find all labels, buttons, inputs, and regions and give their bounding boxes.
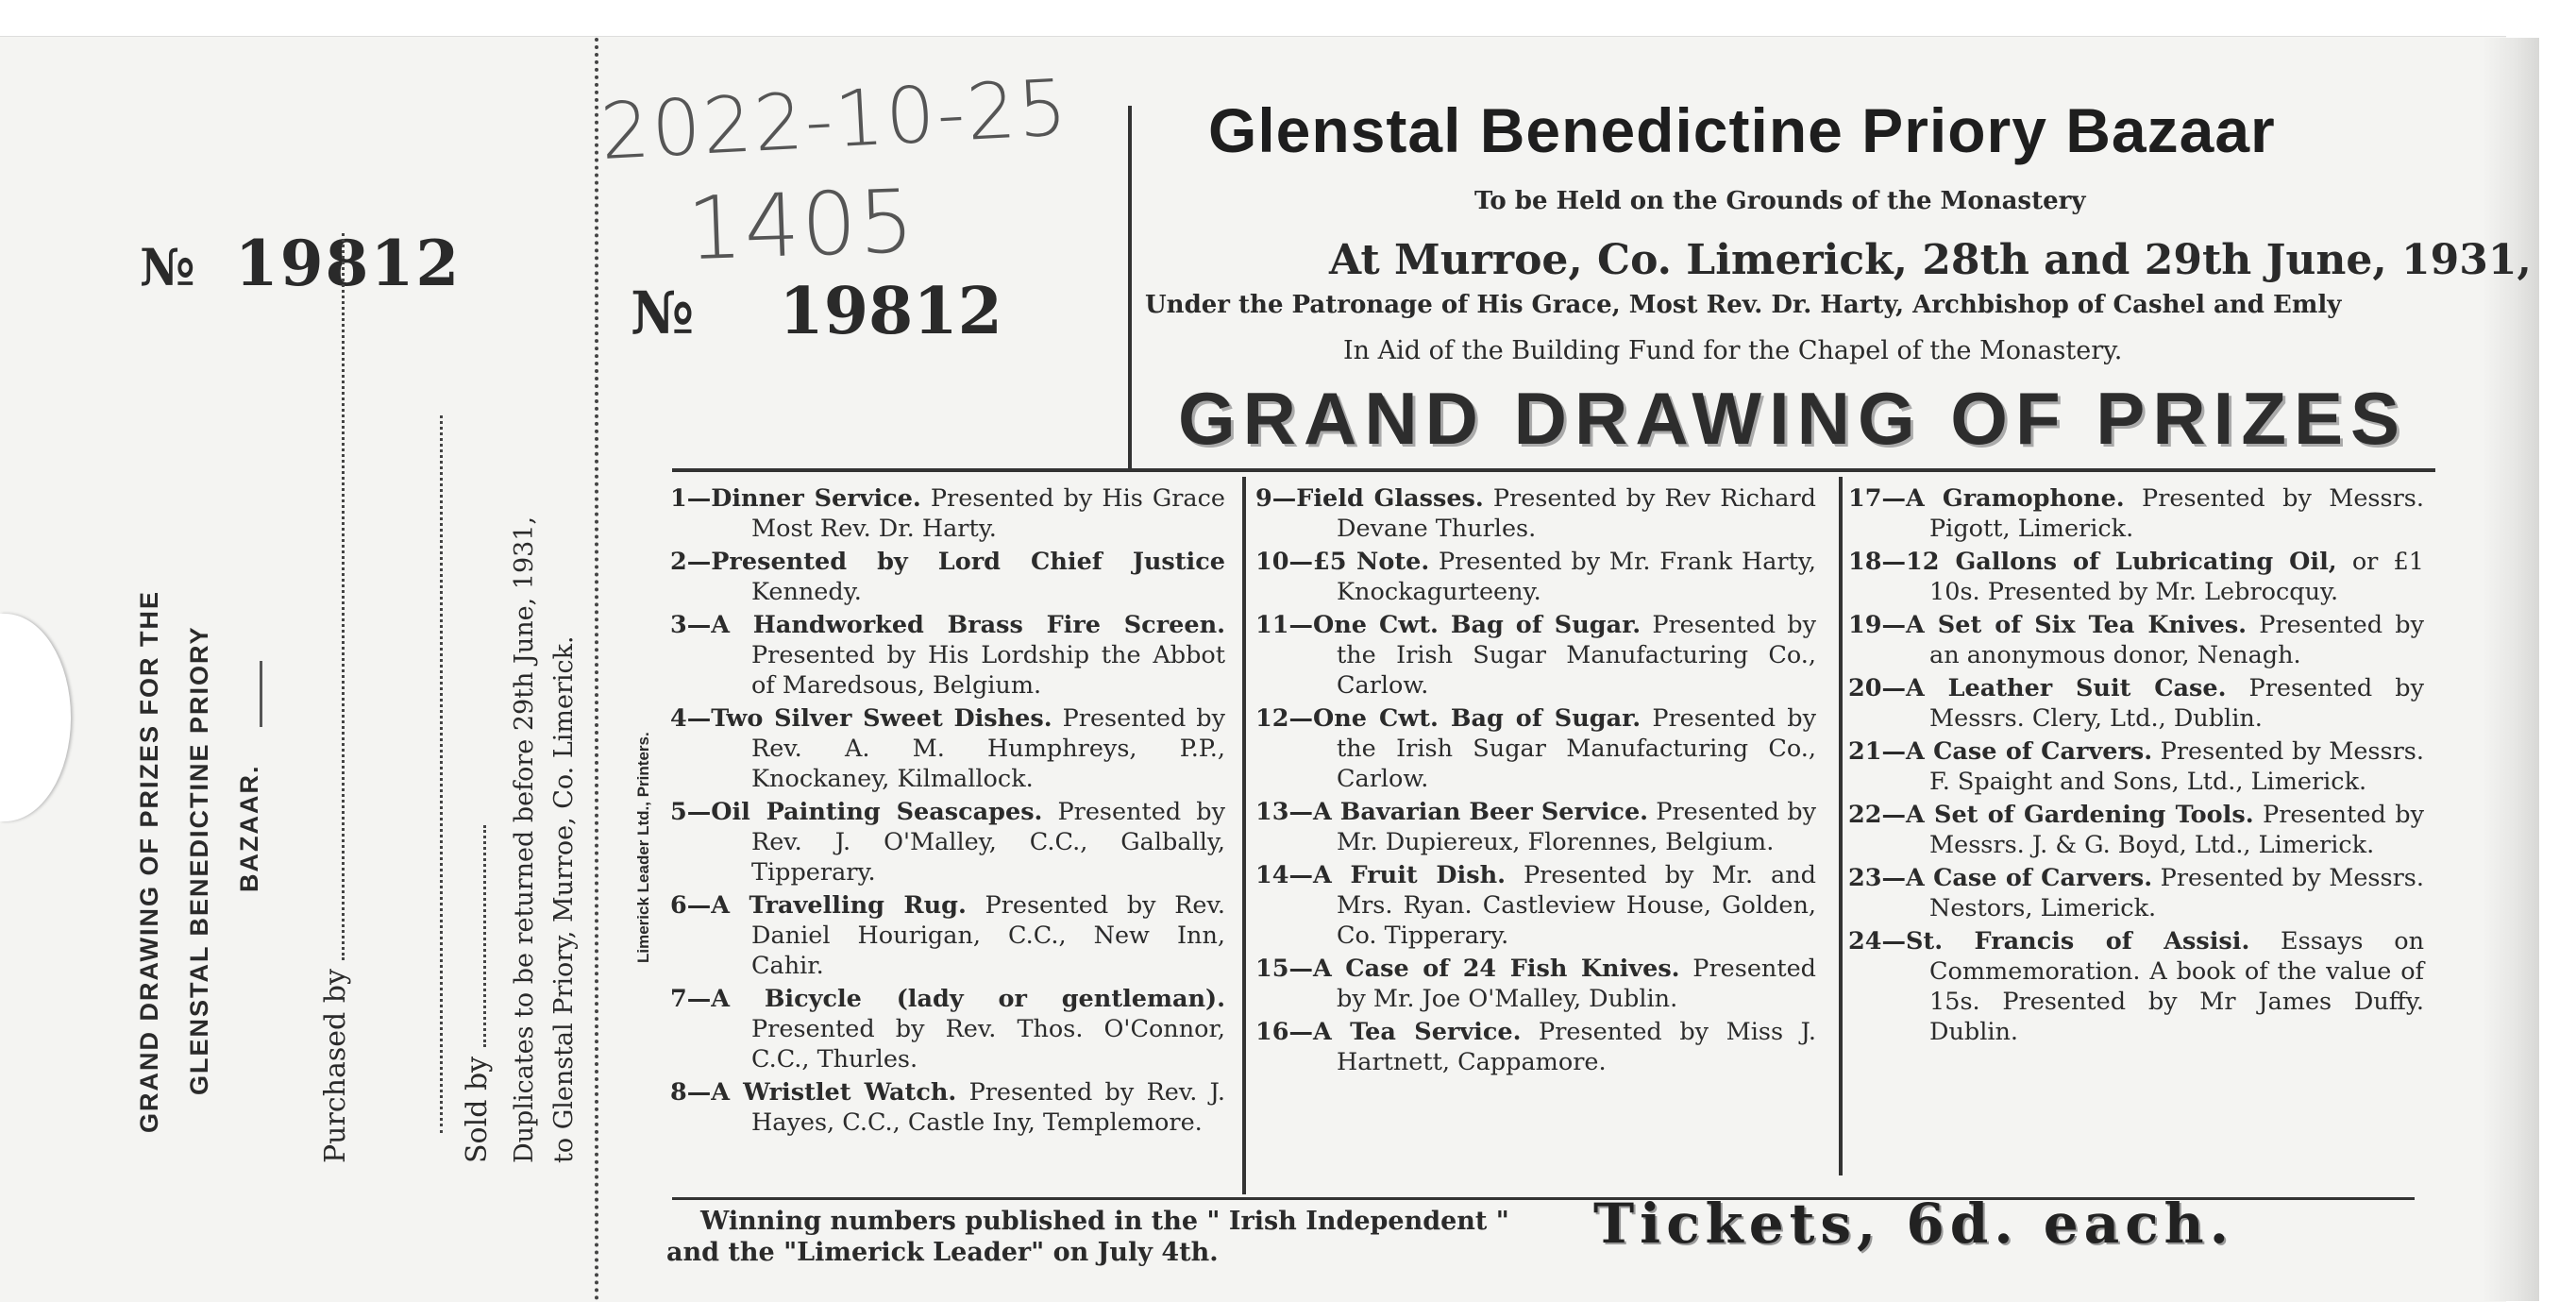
purchased-by-dots-2 <box>421 415 443 1133</box>
prize-title: Two Silver Sweet Dishes. <box>711 704 1052 733</box>
prize-item <box>1848 800 2424 860</box>
prize-number: 10— <box>1255 548 1313 576</box>
purchased-by-dots <box>323 233 345 960</box>
prize-title: Dinner Service. <box>711 484 921 513</box>
prize-number: 9— <box>1255 484 1297 513</box>
prize-donor: Presented by the Irish Sugar Manufacturing Co., Carlow. <box>1337 611 1816 700</box>
prize-number: 14— <box>1255 861 1313 889</box>
prize-title: A Set of Six Tea Knives. <box>1906 611 2248 639</box>
prize-donor: or £1 10s. Presented by Mr. Lebrocquy. <box>1929 548 2424 606</box>
prize-item <box>670 1077 1225 1138</box>
prize-donor: Kennedy. <box>751 578 862 606</box>
sold-by-label: Sold by <box>461 1056 494 1163</box>
prize-title: A Set of Gardening Tools. <box>1906 801 2254 829</box>
sold-by-field[interactable] <box>461 825 494 1163</box>
prize-donor: Presented by Messrs. Nestors, Limerick. <box>1929 864 2424 922</box>
prize-number: 17— <box>1848 484 1906 513</box>
prize-donor: Presented by His Grace Most Rev. Dr. Harty. <box>751 484 1226 543</box>
prize-title: St. Francis of Assisi. <box>1906 927 2250 955</box>
prize-number: 5— <box>670 798 712 826</box>
prize-number: 7— <box>670 985 712 1013</box>
prize-donor: Presented by Rev. Daniel Hourigan, C.C., New Inn, Cahir. <box>751 891 1225 980</box>
prize-title: A Gramophone. <box>1906 484 2125 513</box>
prize-number: 16— <box>1255 1018 1313 1046</box>
duplicates-note: Duplicates to be returned before 29th June, 1931, <box>510 516 539 1163</box>
prize-item <box>1848 863 2424 923</box>
prize-donor: Presented by Mr. Joe O'Malley, Dublin. <box>1337 955 1817 1013</box>
prize-item <box>670 703 1225 794</box>
prize-item <box>1255 797 1816 857</box>
grand-drawing-heading: GRAND DRAWING OF PRIZES <box>1178 377 2408 460</box>
ticket-number-value: 19812 <box>779 274 1002 349</box>
prize-number: 12— <box>1255 704 1313 733</box>
prize-title: A Leather Suit Case. <box>1906 674 2227 702</box>
header-line3: Under the Patronage of His Grace, Most Rev. Dr. Harty, Archbishop of Cashel and Emly <box>1145 291 2342 319</box>
prize-donor: Presented by Messrs. Pigott, Limerick. <box>1929 484 2424 543</box>
prize-title: A Case of Carvers. <box>1906 864 2153 892</box>
prize-item <box>670 797 1225 888</box>
prize-title: One Cwt. Bag of Sugar. <box>1313 704 1642 733</box>
prize-number: 24— <box>1848 927 1906 955</box>
prize-item <box>1255 860 1816 951</box>
header-line1: To be Held on the Grounds of the Monastery <box>1474 187 2086 215</box>
prize-donor: Presented by Rev. Thos. O'Connor, C.C., Thurles. <box>751 1015 1225 1074</box>
prize-column-3 <box>1848 483 2424 1050</box>
prize-title: Field Glasses. <box>1296 484 1484 513</box>
prize-donor: Presented by Messrs. Clery, Ltd., Dublin. <box>1929 674 2424 733</box>
prize-title: A Wristlet Watch. <box>711 1078 957 1107</box>
ticket-number <box>631 274 1002 349</box>
stub-title <box>125 415 275 1133</box>
prize-title: A Handworked Brass Fire Screen. <box>711 611 1225 639</box>
prize-item <box>1255 547 1816 607</box>
prize-title: One Cwt. Bag of Sugar. <box>1313 611 1642 639</box>
prize-number: 4— <box>670 704 712 733</box>
purchased-by-field[interactable] <box>319 233 352 1163</box>
prize-item <box>1255 1017 1816 1077</box>
prize-title: A Case of Carvers. <box>1906 737 2153 766</box>
prize-item <box>670 483 1225 544</box>
prize-number: 8— <box>670 1078 712 1107</box>
prize-title: A Tea Service. <box>1313 1018 1522 1046</box>
prize-donor: Presented by the Irish Sugar Manufacturing Co., Carlow. <box>1337 704 1816 793</box>
prize-number: 23— <box>1848 864 1906 892</box>
prize-item <box>1848 483 2424 544</box>
ticket-price: Tickets, 6d. each. <box>1593 1192 2234 1256</box>
sold-by-dots <box>464 825 486 1047</box>
header-rule <box>672 468 2435 472</box>
prize-title: A Travelling Rug. <box>711 891 967 920</box>
prize-title: A Fruit Dish. <box>1313 861 1507 889</box>
handwritten-date: 2022-10-25 <box>598 63 1071 178</box>
prize-item <box>670 890 1225 981</box>
column-divider-2 <box>1839 477 1843 1175</box>
prize-item <box>670 610 1225 701</box>
winning-line1: Winning numbers published in the " Irish Independent " <box>700 1207 1509 1236</box>
prize-title: Oil Painting Seascapes. <box>711 798 1043 826</box>
prize-column-1 <box>670 483 1225 1141</box>
purchased-by-line2[interactable] <box>421 415 446 1133</box>
handwritten-time: 1405 <box>685 170 918 280</box>
prize-title: A Bavarian Beer Service. <box>1313 798 1649 826</box>
stub-title-line3: BAZAAR. <box>235 764 263 892</box>
prize-donor: Presented by Miss J. Hartnett, Cappamore. <box>1337 1018 1816 1076</box>
prize-title: A Case of 24 Fish Knives. <box>1313 955 1680 983</box>
prize-title: Presented by Lord Chief Justice <box>711 548 1225 576</box>
column-divider-1 <box>1242 477 1246 1194</box>
stub-dash <box>260 661 262 727</box>
prize-number: 22— <box>1848 801 1906 829</box>
header-line4: In Aid of the Building Fund for the Chapel of the Monastery. <box>1343 336 2123 365</box>
number-symbol-main: № <box>631 279 695 347</box>
perforation-line <box>595 38 598 1301</box>
prize-donor: Presented by Mr. Frank Harty, Knockagurteeny. <box>1337 548 1816 606</box>
stub-number-value: 19812 <box>234 227 462 300</box>
printer-credit: Limerick Leader Ltd., Printers. <box>634 732 652 963</box>
prize-donor: Presented by Rev. J. Hayes, C.C., Castle Iny, Templemore. <box>751 1078 1225 1137</box>
prize-donor: Essays on Commemoration. A book of the value of 15s. Presented by Mr James Duffy. Dublin. <box>1929 927 2425 1046</box>
paper-edge <box>2483 38 2539 1301</box>
prize-item <box>1848 610 2424 670</box>
winning-numbers-note <box>666 1206 1509 1268</box>
prize-title: A Bicycle (lady or gentleman). <box>711 985 1225 1013</box>
prize-number: 6— <box>670 891 712 920</box>
prize-donor: Presented by an anonymous donor, Nenagh. <box>1929 611 2424 669</box>
prize-item <box>1255 703 1816 794</box>
prize-item <box>1255 483 1816 544</box>
prize-item <box>670 547 1225 607</box>
number-symbol: № <box>140 237 197 297</box>
prize-item <box>1848 547 2424 607</box>
prize-number: 3— <box>670 611 712 639</box>
prize-column-2 <box>1255 483 1816 1080</box>
prize-donor: Presented by His Lordship the Abbot of Maredsous, Belgium. <box>751 641 1225 700</box>
header-divider <box>1128 106 1132 469</box>
header-line2: At Murroe, Co. Limerick, 28th and 29th June, 1931, <box>1329 236 2532 284</box>
prize-number: 19— <box>1848 611 1906 639</box>
duplicates-note-2: to Glenstal Priory, Murroe, Co. Limerick. <box>549 635 579 1163</box>
prize-donor: Presented by Rev. A. M. Humphreys, P.P., Knockaney, Kilmallock. <box>751 704 1225 793</box>
prize-title: 12 Gallons of Lubricating Oil, <box>1906 548 2337 576</box>
prize-number: 11— <box>1255 611 1313 639</box>
bazaar-title: Glenstal Benedictine Priory Bazaar <box>1208 95 2276 165</box>
stub-number <box>140 227 461 300</box>
purchased-by-label: Purchased by <box>319 969 352 1163</box>
prize-title: £5 Note. <box>1313 548 1430 576</box>
prize-number: 2— <box>670 548 712 576</box>
prize-donor: Presented by Rev. J. O'Malley, C.C., Galbally, Tipperary. <box>751 798 1225 887</box>
prize-item <box>1255 954 1816 1014</box>
winning-line2: and the "Limerick Leader" on July 4th. <box>666 1238 1219 1267</box>
prize-number: 15— <box>1255 955 1313 983</box>
prize-donor: Presented by Messrs. F. Spaight and Sons, Ltd., Limerick. <box>1929 737 2424 796</box>
prize-donor: Presented by Mr. Dupiereux, Florennes, Belgium. <box>1337 798 1816 856</box>
prize-number: 1— <box>670 484 712 513</box>
stub-title-line1: GRAND DRAWING OF PRIZES FOR THE <box>135 590 163 1133</box>
prize-number: 21— <box>1848 737 1906 766</box>
prize-item <box>1848 736 2424 797</box>
prize-donor: Presented by Messrs. J. & G. Boyd, Ltd., Limerick. <box>1929 801 2424 859</box>
prize-number: 20— <box>1848 674 1906 702</box>
prize-item <box>1848 673 2424 734</box>
prize-number: 13— <box>1255 798 1313 826</box>
prize-donor: Presented by Mr. and Mrs. Ryan. Castleview House, Golden, Co. Tipperary. <box>1337 861 1817 950</box>
prize-donor: Presented by Rev Richard Devane Thurles. <box>1337 484 1816 543</box>
prize-item <box>1848 926 2424 1047</box>
prize-number: 18— <box>1848 548 1906 576</box>
stub-title-line2: GLENSTAL BENEDICTINE PRIORY <box>185 625 213 1095</box>
prize-item <box>670 984 1225 1074</box>
prize-item <box>1255 610 1816 701</box>
